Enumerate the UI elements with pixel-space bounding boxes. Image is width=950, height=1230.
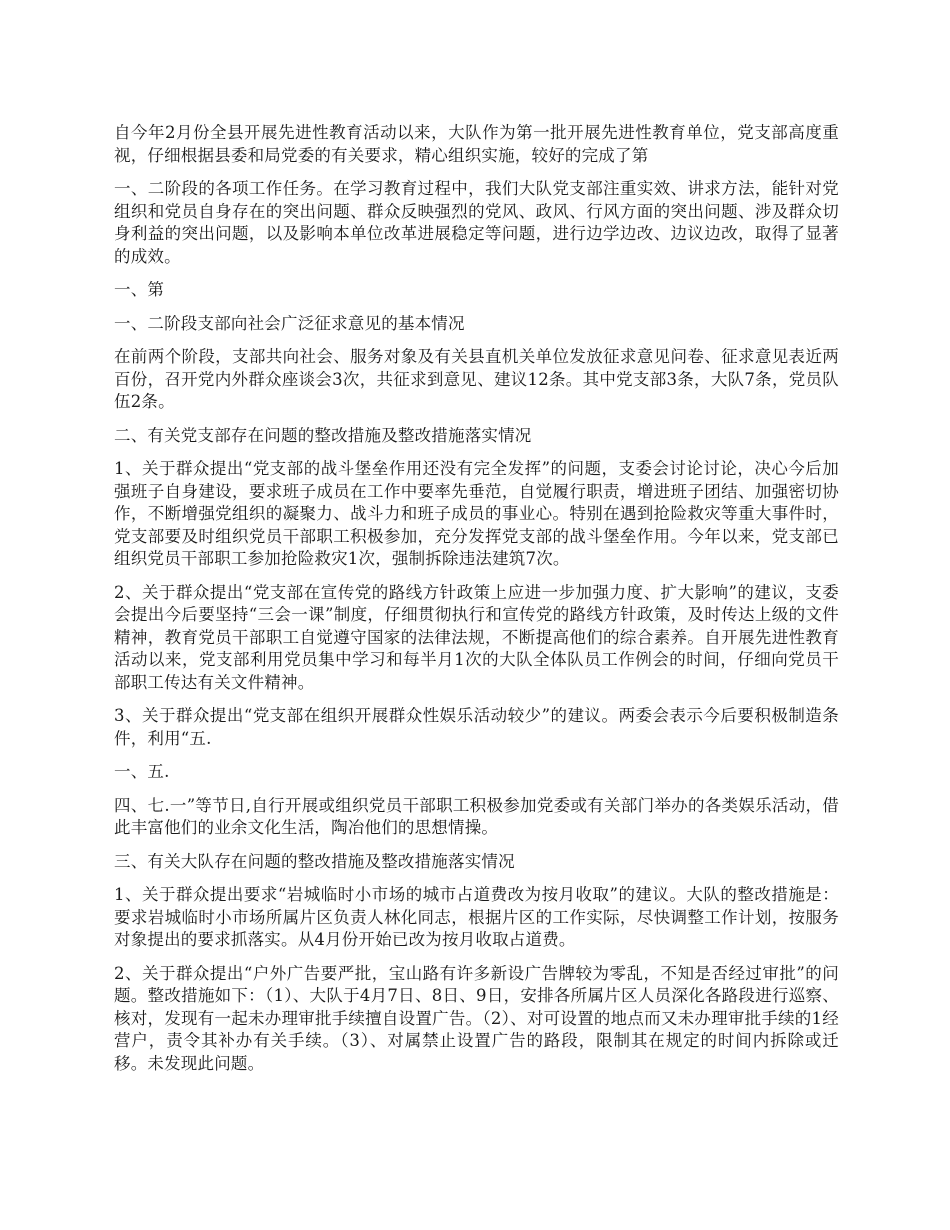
document-body	[114, 122, 839, 1086]
paragraph-brigade-item-1: 1、关于群众提出要求“岩城临时小市场的城市占道费改为按月收取”的建议。大队的整改措施是：要求岩城临时小市场所属片区负责人林化同志，根据片区的工作实际，尽快调整工作计划，按服务对象提出的要求抓落实。从4月份开始已改为按月收取占道费。	[114, 885, 839, 949]
heading-one: 一、第	[114, 280, 165, 299]
paragraph-intro: 自今年2月份全县开展先进性教育活动以来，大队作为第一批开展先进性教育单位，党支部高度重视，仔细根据县委和局党委的有关要求，精心组织实施，较好的完成了第	[114, 123, 839, 165]
paragraph-brigade-item-2: 2、关于群众提出“户外广告要严批，宝山路有许多新设广告牌较为零乱，不知是否经过审批”的问题。整改措施如下：（1）、大队于4月7日、8日、9日，安排各所属片区人员深化各路段进行巡察、核对，发现有一起未办理审批手续擅自设置广告。（2）、对可设置的地点而又未办理审批手续的1经营户，责令其补办有关手续。（3）、对属禁止设置广告的路段，限制其在规定的时间内拆除或迁移。未发现此问题。	[114, 963, 839, 1073]
paragraph-opinions: 在前两个阶段，支部共向社会、服务对象及有关县直机关单位发放征求意见问卷、征求意见表近两百份，召开党内外群众座谈会3次，共征求到意见、建议12条。其中党支部3条，大队7条，党员队伍2条。	[114, 347, 839, 411]
paragraph-results: 一、二阶段的各项工作任务。在学习教育过程中，我们大队党支部注重实效、讲求方法，能针对党组织和党员自身存在的突出问题、群众反映强烈的党风、政风、行风方面的突出问题、涉及群众切身利益的突出问题，以及影响本单位改革进展稳定等问题，进行边学边改、边议边改，取得了显著的成效。	[114, 179, 839, 266]
paragraph-fragment: 一、五.	[114, 762, 170, 781]
heading-opinions: 一、二阶段支部向社会广泛征求意见的基本情况	[114, 313, 465, 333]
paragraph-holidays: 四、七.一”等节日,自行开展或组织党员干部职工积极参加党委或有关部门举办的各类娱乐活动，借此丰富他们的业余文化生活，陶冶他们的思想情操。	[114, 795, 839, 837]
heading-brigade: 三、有关大队存在问题的整改措施及整改措施落实情况	[114, 851, 515, 871]
paragraph-branch-item-2: 2、关于群众提出“党支部在宣传党的路线方针政策上应进一步加强力度、扩大影响”的建议，支委会提出今后要坚持“三会一课”制度，仔细贯彻执行和宣传党的路线方针政策，及时传达上级的文件精神，教育党员干部职工自觉遵守国家的法律法规，不断提高他们的综合素养。自开展先进性教育活动以来，党支部利用党员集中学习和每半月1次的大队全体队员工作例会的时间，仔细向党员干部职工传达有关文件精神。	[114, 582, 839, 692]
paragraph-branch-item-3: 3、关于群众提出“党支部在组织开展群众性娱乐活动较少”的建议。两委会表示今后要积极制造条件，利用“五.	[114, 706, 839, 748]
heading-party-branch: 二、有关党支部存在问题的整改措施及整改措施落实情况	[114, 425, 532, 445]
paragraph-branch-item-1: 1、关于群众提出“党支部的战斗堡垒作用还没有完全发挥”的问题，支委会讨论讨论，决心今后加强班子自身建设，要求班子成员在工作中要率先垂范，自觉履行职责，增进班子团结、加强密切协作，不断增强党组织的凝聚力、战斗力和班子成员的事业心。特别在遇到抢险救灾等重大事件时，党支部要及时组织党员干部职工积极参加，充分发挥党支部的战斗堡垒作用。今年以来，党支部已组织党员干部职工参加抢险救灾1次，强制拆除违法建筑7次。	[114, 459, 839, 568]
